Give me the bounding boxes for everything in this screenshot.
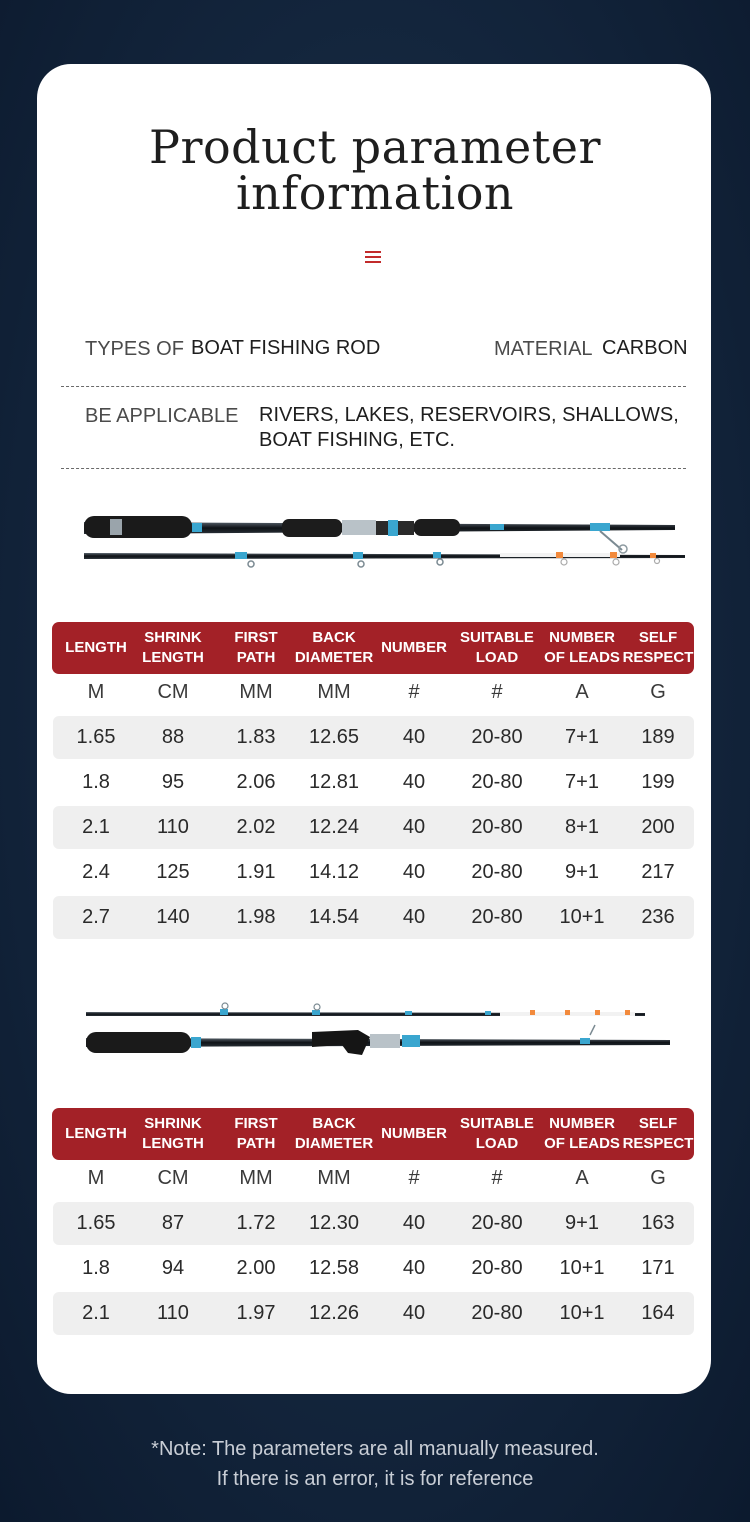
table-cell: CM bbox=[157, 681, 189, 703]
column-header bbox=[289, 622, 379, 674]
column-header bbox=[378, 622, 450, 674]
column-header-line: FIRST bbox=[234, 1115, 278, 1132]
units-row bbox=[53, 671, 694, 714]
table-cell: M bbox=[87, 681, 105, 703]
table-cell: M bbox=[87, 1167, 105, 1189]
table-cell: 1.83 bbox=[236, 726, 276, 748]
page-title bbox=[0, 120, 750, 220]
table-cell: 1.91 bbox=[236, 861, 276, 883]
column-header bbox=[224, 1108, 288, 1160]
table-cell: # bbox=[408, 681, 420, 703]
table-cell: 1.65 bbox=[76, 1212, 116, 1234]
table-cell: 1.8 bbox=[82, 771, 110, 793]
table-cell: 14.12 bbox=[308, 861, 360, 883]
column-header-line: FIRST bbox=[234, 629, 278, 646]
column-header-line: SHRINK bbox=[144, 1115, 202, 1132]
column-header bbox=[452, 622, 542, 674]
table-cell: 110 bbox=[157, 816, 189, 838]
column-header bbox=[289, 1108, 379, 1160]
table-cell: 2.7 bbox=[82, 906, 110, 928]
table-cell: 20-80 bbox=[471, 771, 523, 793]
table-row bbox=[53, 761, 694, 804]
column-header bbox=[58, 1108, 134, 1160]
column-header bbox=[224, 622, 288, 674]
table-cell: 1.98 bbox=[236, 906, 276, 928]
table-cell: 12.58 bbox=[308, 1257, 360, 1279]
table-row bbox=[53, 851, 694, 894]
table-cell: 10+1 bbox=[559, 906, 605, 928]
table-cell: 163 bbox=[641, 1212, 675, 1234]
column-header-line: LENGTH bbox=[142, 649, 204, 666]
table-cell: 20-80 bbox=[471, 1302, 523, 1324]
table-row bbox=[53, 716, 694, 759]
table-2-header bbox=[52, 1108, 694, 1160]
table-row bbox=[53, 896, 694, 939]
column-header-line: LENGTH bbox=[142, 1135, 204, 1152]
table-cell: 12.24 bbox=[308, 816, 360, 838]
table-cell: 40 bbox=[402, 816, 426, 838]
table-cell: 2.1 bbox=[82, 1302, 110, 1324]
table-cell: 1.72 bbox=[236, 1212, 276, 1234]
applicable-label: BE APPLICABLE bbox=[85, 405, 239, 427]
table-cell: 200 bbox=[641, 816, 675, 838]
column-header-line: LENGTH bbox=[65, 1125, 127, 1142]
table-cell: 2.02 bbox=[236, 816, 276, 838]
table-cell: 9+1 bbox=[565, 1212, 599, 1234]
column-header bbox=[452, 1108, 542, 1160]
spinning-rod-image bbox=[70, 505, 690, 585]
table-1-header bbox=[52, 622, 694, 674]
table-cell: 12.81 bbox=[308, 771, 360, 793]
table-cell: 189 bbox=[641, 726, 675, 748]
table-cell: 140 bbox=[156, 906, 190, 928]
column-header-line: LOAD bbox=[475, 649, 519, 666]
column-header bbox=[621, 1108, 695, 1160]
column-header-line: NUMBER bbox=[549, 629, 615, 646]
column-header-line: SUITABLE bbox=[460, 629, 534, 646]
column-header-line: PATH bbox=[236, 649, 276, 666]
table-cell: 88 bbox=[161, 726, 185, 748]
table-cell: 171 bbox=[641, 1257, 675, 1279]
table-cell: 2.1 bbox=[82, 816, 110, 838]
column-header-line: RESPECT bbox=[622, 649, 694, 666]
column-header-line: NUMBER bbox=[549, 1115, 615, 1132]
table-row bbox=[53, 1292, 694, 1335]
table-cell: CM bbox=[157, 1167, 189, 1189]
table-cell: 10+1 bbox=[559, 1302, 605, 1324]
table-cell: 10+1 bbox=[559, 1257, 605, 1279]
divider bbox=[61, 386, 686, 387]
table-cell: MM bbox=[317, 1167, 351, 1189]
table-cell: 2.4 bbox=[82, 861, 110, 883]
column-header-line: PATH bbox=[236, 1135, 276, 1152]
casting-rod-image bbox=[80, 995, 680, 1065]
table-cell: 40 bbox=[402, 906, 426, 928]
table-cell: 40 bbox=[402, 1257, 426, 1279]
table-cell: 40 bbox=[402, 1302, 426, 1324]
table-cell: 217 bbox=[641, 861, 675, 883]
type-value: BOAT FISHING ROD bbox=[191, 337, 381, 359]
table-cell: 40 bbox=[402, 1212, 426, 1234]
table-cell: G bbox=[650, 1167, 666, 1189]
column-header-line: BACK bbox=[312, 1115, 356, 1132]
table-cell: 12.26 bbox=[308, 1302, 360, 1324]
material-label: MATERIAL bbox=[494, 338, 593, 360]
column-header-line: NUMBER bbox=[381, 639, 447, 656]
table-cell: 14.54 bbox=[308, 906, 360, 928]
table-cell: 7+1 bbox=[565, 726, 599, 748]
table-cell: 1.8 bbox=[82, 1257, 110, 1279]
column-header-line: SELF bbox=[638, 1115, 678, 1132]
table-cell: 20-80 bbox=[471, 861, 523, 883]
table-cell: 20-80 bbox=[471, 816, 523, 838]
table-cell: 12.65 bbox=[308, 726, 360, 748]
table-cell: 9+1 bbox=[565, 861, 599, 883]
table-row bbox=[53, 806, 694, 849]
table-cell: 20-80 bbox=[471, 726, 523, 748]
table-cell: 236 bbox=[641, 906, 675, 928]
table-cell: 199 bbox=[641, 771, 675, 793]
column-header-line: SELF bbox=[638, 629, 678, 646]
table-cell: 8+1 bbox=[565, 816, 599, 838]
table-cell: 12.30 bbox=[308, 1212, 360, 1234]
note-line-2: If there is an error, it is for reference bbox=[216, 1468, 534, 1490]
table-cell: 20-80 bbox=[471, 1212, 523, 1234]
table-cell: 1.97 bbox=[236, 1302, 276, 1324]
column-header-line: BACK bbox=[312, 629, 356, 646]
table-cell: 40 bbox=[402, 861, 426, 883]
column-header-line: SHRINK bbox=[144, 629, 202, 646]
column-header bbox=[541, 622, 623, 674]
table-cell: 2.06 bbox=[236, 771, 276, 793]
table-cell: 7+1 bbox=[565, 771, 599, 793]
title-line-2: information bbox=[235, 166, 515, 220]
column-header bbox=[58, 622, 134, 674]
table-cell: 2.00 bbox=[236, 1257, 276, 1279]
divider bbox=[61, 468, 686, 469]
table-row bbox=[53, 1247, 694, 1290]
table-cell: 125 bbox=[156, 861, 190, 883]
table-cell: 20-80 bbox=[471, 1257, 523, 1279]
menu-lines-icon bbox=[365, 251, 381, 265]
note-line-1: *Note: The parameters are all manually measured. bbox=[151, 1438, 599, 1460]
column-header bbox=[134, 622, 212, 674]
units-row bbox=[53, 1157, 694, 1200]
table-cell: A bbox=[575, 681, 589, 703]
column-header-line: NUMBER bbox=[381, 1125, 447, 1142]
table-cell: 95 bbox=[161, 771, 185, 793]
table-cell: 40 bbox=[402, 771, 426, 793]
column-header-line: OF LEADS bbox=[544, 649, 620, 666]
table-cell: 164 bbox=[641, 1302, 675, 1324]
table-cell: 110 bbox=[157, 1302, 189, 1324]
column-header-line: SUITABLE bbox=[460, 1115, 534, 1132]
table-cell: 87 bbox=[161, 1212, 185, 1234]
applicable-value-line-1: RIVERS, LAKES, RESERVOIRS, SHALLOWS, bbox=[259, 404, 679, 426]
table-cell: 1.65 bbox=[76, 726, 116, 748]
table-cell: 40 bbox=[402, 726, 426, 748]
column-header-line: LOAD bbox=[475, 1135, 519, 1152]
table-cell: A bbox=[575, 1167, 589, 1189]
table-cell: MM bbox=[239, 681, 273, 703]
column-header bbox=[134, 1108, 212, 1160]
type-label: TYPES OF bbox=[85, 338, 184, 360]
table-cell: # bbox=[408, 1167, 420, 1189]
table-cell: # bbox=[491, 681, 503, 703]
table-cell: 94 bbox=[161, 1257, 185, 1279]
column-header-line: DIAMETER bbox=[294, 1135, 374, 1152]
material-value: CARBON bbox=[602, 337, 688, 359]
table-cell: MM bbox=[239, 1167, 273, 1189]
column-header-line: LENGTH bbox=[65, 639, 127, 656]
table-cell: MM bbox=[317, 681, 351, 703]
applicable-value-line-2: BOAT FISHING, ETC. bbox=[259, 429, 455, 451]
table-row bbox=[53, 1202, 694, 1245]
table-cell: G bbox=[650, 681, 666, 703]
column-header-line: OF LEADS bbox=[544, 1135, 620, 1152]
column-header bbox=[378, 1108, 450, 1160]
title-line-1: Product parameter bbox=[149, 120, 601, 174]
table-cell: # bbox=[491, 1167, 503, 1189]
column-header bbox=[541, 1108, 623, 1160]
column-header-line: RESPECT bbox=[622, 1135, 694, 1152]
column-header bbox=[621, 622, 695, 674]
table-cell: 20-80 bbox=[471, 906, 523, 928]
column-header-line: DIAMETER bbox=[294, 649, 374, 666]
